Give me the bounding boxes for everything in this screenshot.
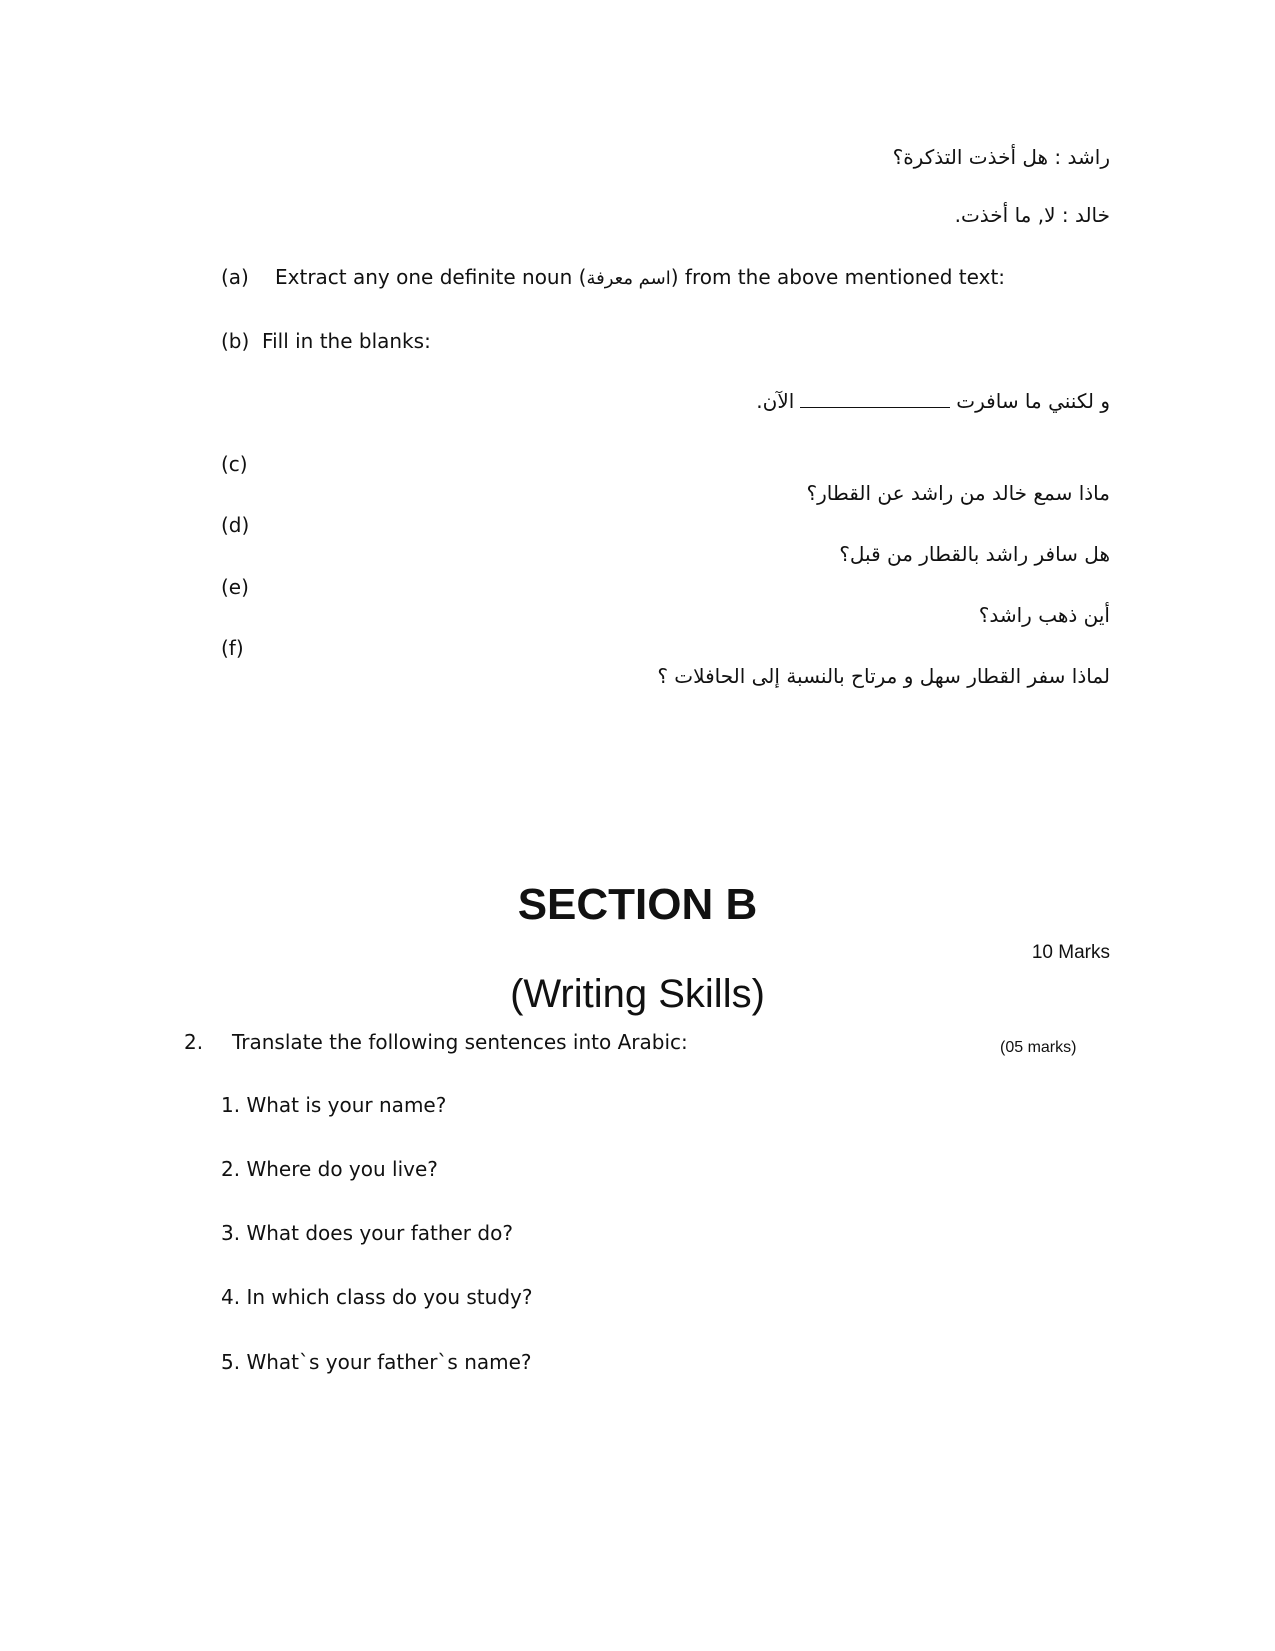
question-a-text-after: ) from the above mentioned text: <box>670 265 1006 289</box>
fill-blank-start: و لكنني ما سافرت <box>956 389 1110 413</box>
translate-item-1: 1. What is your name? <box>221 1093 447 1117</box>
question-b-label: (b) <box>221 329 250 353</box>
question-c-arabic: ماذا سمع خالد من راشد عن القطار؟ <box>806 481 1110 505</box>
dialogue-line-2: خالد : لا, ما أخذت. <box>954 203 1110 227</box>
translate-item-3: 3. What does your father do? <box>221 1221 513 1245</box>
question-a-arabic-term: اسم معرفة <box>586 268 671 289</box>
question-e-arabic: أين ذهب راشد؟ <box>978 603 1110 627</box>
question-b <box>221 329 431 353</box>
question-2-text: Translate the following sentences into Arabic: <box>232 1030 688 1054</box>
fill-blank-sentence <box>756 389 1110 413</box>
question-a-text <box>275 265 1005 289</box>
section-marks: 10 Marks <box>1031 942 1110 963</box>
translate-item-4: 4. In which class do you study? <box>221 1285 533 1309</box>
question-2-number: 2. <box>184 1030 204 1054</box>
question-c-label: (c) <box>221 452 248 476</box>
fill-blank-end: الآن. <box>756 389 795 413</box>
question-a-label: (a) <box>221 265 249 289</box>
translate-item-2: 2. Where do you live? <box>221 1157 438 1181</box>
dialogue-line-1: راشد : هل أخذت التذكرة؟ <box>892 145 1110 169</box>
section-title: SECTION B <box>517 880 758 929</box>
question-f-arabic: لماذا سفر القطار سهل و مرتاح بالنسبة إلى الحافلات ؟ <box>657 664 1110 688</box>
section-subtitle: (Writing Skills) <box>510 972 765 1016</box>
question-e-label: (e) <box>221 575 249 599</box>
question-a-text-before: Extract any one definite noun ( <box>275 265 587 289</box>
question-f-label: (f) <box>221 636 244 660</box>
question-2-marks: (05 marks) <box>1000 1039 1077 1056</box>
translate-item-5: 5. What`s your father`s name? <box>221 1350 532 1374</box>
question-d-label: (d) <box>221 513 250 537</box>
question-d-arabic: هل سافر راشد بالقطار من قبل؟ <box>839 542 1110 566</box>
question-b-text: Fill in the blanks: <box>262 329 431 353</box>
fill-blank-line[interactable] <box>800 389 950 408</box>
